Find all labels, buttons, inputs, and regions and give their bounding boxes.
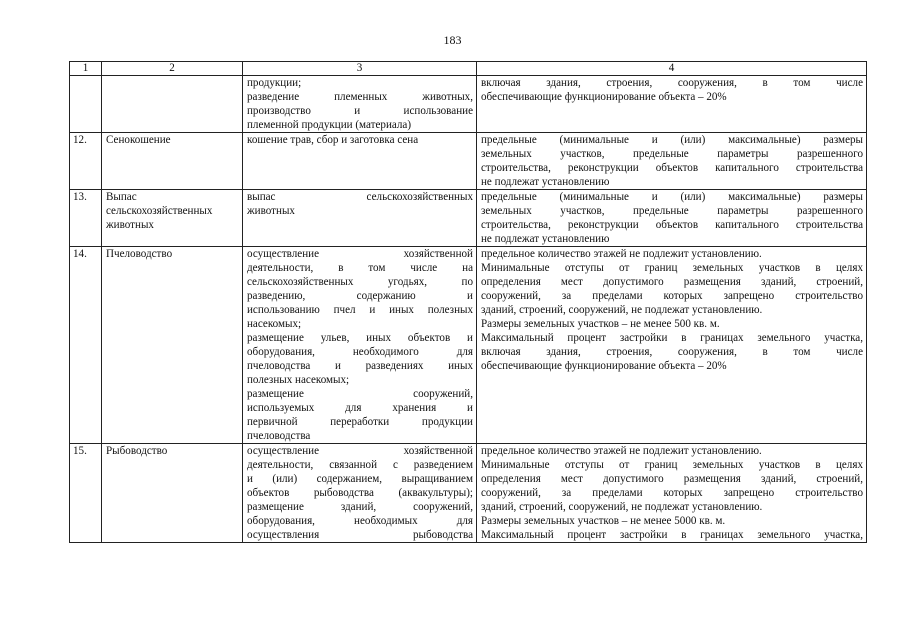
row-number-cell: 12. (70, 133, 102, 190)
text-line: размещение сооружений, (247, 388, 473, 400)
table-row (70, 247, 867, 444)
text-line: продукции; (247, 77, 302, 89)
text-line: определения мест допустимого размещения зданий, строений, (481, 276, 863, 288)
activity-description-cell (243, 76, 477, 133)
parameters-cell (477, 444, 867, 543)
text-line: осуществления рыбоводства (247, 529, 473, 541)
text-line: предельные (минимальные и (или) максимальные) размеры (481, 134, 863, 146)
land-use-name-cell (102, 247, 243, 444)
text-line: сельскохозяйственных (106, 205, 213, 217)
table-body (70, 76, 867, 543)
row-number-cell (70, 76, 102, 133)
text-line: Минимальные отступы от границ земельных участков в целях (481, 459, 863, 471)
text-line: не подлежат установлению (481, 233, 610, 245)
text-line: выпас сельскохозяйственных (247, 191, 473, 203)
land-use-name-cell (102, 190, 243, 247)
parameters-cell (477, 76, 867, 133)
activity-description-cell (243, 133, 477, 190)
text-line: строительства, реконструкции объектов капитального строительства (481, 219, 863, 231)
text-line: размещение ульев, иных объектов и (247, 332, 473, 344)
text-line: используемых для хранения и (247, 402, 473, 414)
land-use-name-cell (102, 133, 243, 190)
text-line: и (или) содержанием, выращиванием (247, 473, 473, 485)
text-line: обеспечивающие функционирование объекта – 20% (481, 91, 727, 103)
activity-description-cell (243, 247, 477, 444)
column-header-1: 1 (70, 62, 102, 76)
text-line: оборудования, необходимых для (247, 515, 473, 527)
table-row (70, 190, 867, 247)
column-header-2: 2 (102, 62, 243, 76)
text-line: полезных насекомых; (247, 374, 350, 386)
text-line: деятельности, связанной с разведением (247, 459, 473, 471)
table-row (70, 76, 867, 133)
row-number-cell: 13. (70, 190, 102, 247)
text-line: зданий, строений, сооружений, не подлежат установлению. (481, 304, 763, 316)
text-line: деятельности, в том числе на (247, 262, 473, 274)
activity-description-cell (243, 190, 477, 247)
text-line: племенной продукции (материала) (247, 119, 412, 131)
text-line: производство и использование (247, 105, 473, 117)
text-line: Сенокошение (106, 134, 171, 146)
text-line: оборудования, необходимого для (247, 346, 473, 358)
text-line: разведению, содержанию и (247, 290, 473, 302)
text-line: предельные (минимальные и (или) максимальные) размеры (481, 191, 863, 203)
parameters-cell (477, 190, 867, 247)
page-number: 183 (443, 33, 462, 47)
text-line: не подлежат установлению (481, 176, 610, 188)
row-number-cell: 14. (70, 247, 102, 444)
text-line: животных (106, 219, 154, 231)
text-line: сооружений, за пределами которых запрещено строительство (481, 290, 863, 302)
text-line: насекомых; (247, 318, 302, 330)
text-line: Максимальный процент застройки в границах земельного участка, (481, 529, 863, 541)
land-use-name-cell (102, 76, 243, 133)
text-line: размещение зданий, сооружений, (247, 501, 473, 513)
text-line: кошение трав, сбор и заготовка сена (247, 134, 419, 146)
land-use-name-cell (102, 444, 243, 543)
text-line: зданий, строений, сооружений, не подлежат установлению. (481, 501, 763, 513)
text-line: Рыбоводство (106, 445, 168, 457)
table-header-row (70, 62, 867, 76)
text-line: использованию пчел и иных полезных (247, 304, 473, 316)
text-line: земельных участков, предельные параметры разрешенного (481, 205, 863, 217)
parameters-cell (477, 247, 867, 444)
table-row (70, 133, 867, 190)
text-line: предельное количество этажей не подлежит установлению. (481, 248, 762, 260)
text-line: Минимальные отступы от границ земельных участков в целях (481, 262, 863, 274)
text-line: обеспечивающие функционирование объекта – 20% (481, 360, 727, 372)
text-line: Пчеловодство (106, 248, 173, 260)
text-line: включая здания, строения, сооружения, в том числе (481, 77, 863, 89)
text-line: включая здания, строения, сооружения, в том числе (481, 346, 863, 358)
text-line: первичной переработки продукции (247, 416, 473, 428)
activity-description-cell (243, 444, 477, 543)
text-line: Размеры земельных участков – не менее 500 кв. м. (481, 318, 720, 330)
text-line: Максимальный процент застройки в границах земельного участка, (481, 332, 863, 344)
text-line: пчеловодства и разведениях иных (247, 360, 473, 372)
text-line: определения мест допустимого размещения зданий, строений, (481, 473, 863, 485)
text-line: предельное количество этажей не подлежит установлению. (481, 445, 762, 457)
text-line: пчеловодства (247, 430, 311, 442)
row-number-cell: 15. (70, 444, 102, 543)
text-line: строительства, реконструкции объектов капитального строительства (481, 162, 863, 174)
text-line: Размеры земельных участков – не менее 5000 кв. м. (481, 515, 726, 527)
text-line: животных (247, 205, 295, 217)
text-line: сооружений, за пределами которых запрещено строительство (481, 487, 863, 499)
column-header-4: 4 (477, 62, 867, 76)
text-line: разведение племенных животных, (247, 91, 473, 103)
text-line: сельскохозяйственных угодьях, по (247, 276, 473, 288)
text-line: объектов рыбоводства (аквакультуры); (247, 487, 473, 499)
column-header-3: 3 (243, 62, 477, 76)
text-line: осуществление хозяйственной (247, 445, 473, 457)
text-line: Выпас (106, 191, 137, 203)
text-line: осуществление хозяйственной (247, 248, 473, 260)
text-line: земельных участков, предельные параметры разрешенного (481, 148, 863, 160)
parameters-cell (477, 133, 867, 190)
table-row (70, 444, 867, 543)
zoning-table (69, 61, 867, 543)
